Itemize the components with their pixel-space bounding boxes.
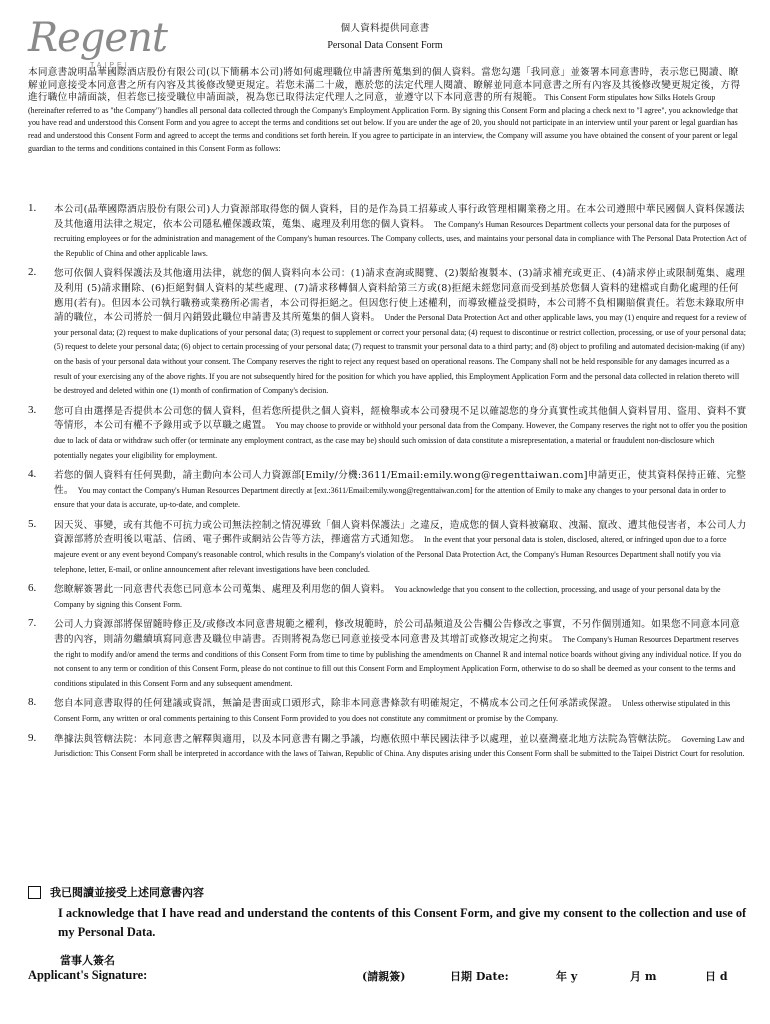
- consent-checkbox[interactable]: [28, 886, 41, 899]
- intro-paragraph: [28, 67, 744, 155]
- clause-text-en: You may contact the Company's Human Resources Department directly at [ext.:3611/Email:emily.wong@regenttaiwan.com] for the attention of Emily to make any changes to your personal data in order to ensure that your data is accurate, up-to-date, and complete.: [54, 485, 726, 510]
- year-label: 年 y: [556, 970, 578, 983]
- clause-text-zh: 您可自由選擇是否提供本公司您的個人資料，但若您所提供之個人資料，經檢舉或本公司發現不足以確認您的身分真實性或其他個人資料冒用、盜用、資料不實等情形，本公司有權不予錄用或予以草職之處置。: [54, 405, 747, 432]
- clause-text-zh: 準據法與管轄法院：本同意書之解釋與適用，以及本同意書有關之爭議，均應依照中華民國法律予以處理，並以臺灣臺北地方法院為管轄法院。: [54, 733, 678, 745]
- date-label: 日期 Date:: [450, 970, 509, 983]
- clause-text-en: The Company's Human Resources Department reserves the right to modify and/or amend the terms and conditions of this Consent Form from time to time by publishing the amendments on Channel R and internal notice boards without giving any individual notice. If you do not consent to any term or condition of this Consent Form, please do not continue to fill out this Consent Form and Employment Application Form, otherwise to do so shall be deemed as your consent to the terms and conditions stipulated in this Consent Form and any subsequent amendment.: [54, 635, 742, 688]
- clause-item: [26, 617, 748, 690]
- clause-text-zh: 您可依個人資料保護法及其他適用法律，就您的個人資料向本公司：(1)請求查詢或閱覽、(2)製給複製本、(3)請求補充或更正、(4)請求停止或限制蒐集、處理及利用 (5)請求刪除、(6)拒絕對個人資料的某些處理、(7)請求移轉個人資料給第三方或(8)拒絕未經您同意而受到基於您個人資料的建檔或自動化處理的任何應用(若有)。但因本公司執行職務或業務所必需者，本公司得拒絕之。但因您行使上述權利，而導致權益受損時，本公司將不負相關賠償責任。若您未錄取所申請的職位，本公司將於一個月內銷毀此職位申請書及其所蒐集的個人資料。: [54, 268, 746, 324]
- clause-item: [26, 266, 748, 397]
- clause-text-en: In the event that your personal data is stolen, disclosed, altered, or infringed upon due to a force majeure event or any event beyond Company's reasonable control, which results in the Company's violation of the Personal Data Protection Act, the Company's Human Resources Department shall notify you via telephone, letter, E-mail, or online announcement after relevant investigations have been concluded.: [54, 535, 727, 574]
- clause-number: 3.: [28, 403, 37, 416]
- acknowledgement-label-en: I acknowledge that I have read and understand the contents of this Consent Form, and give my consent to the collection and use of my Personal Data.: [58, 906, 747, 939]
- clause-number: 2.: [28, 266, 37, 279]
- clause-number: 7.: [28, 617, 37, 630]
- clause-number: 8.: [28, 696, 37, 709]
- clause-item: [26, 404, 748, 462]
- logo-wordmark: Regent: [28, 15, 167, 61]
- clause-number: 6.: [28, 582, 37, 595]
- month-label: 月 m: [630, 970, 657, 983]
- clause-text-en: Under the Personal Data Protection Act and other applicable laws, you may (1) enquire and request for a review of your personal data; (2) request to make duplications of your personal data; (3) request to supplement or correct your personal data; (4) request to discontinue or restrict collection, processing, or use of your personal data; (5) request to delete your personal data; (6) object to certain processing of your personal data; (7) request to transmit your personal data to a third party; and (8) object to profiling and automated decision-making (if any) on the basis of your personal data without your consent. The Company reserves the right to reject any request based on operational reasons. The Company shall not be held responsible for any damages incurred as a result of your exercising any of the above rights. If you are not subsequently hired for the position for which you have applied, this Employment Application Form and the personal data collected in relation thereto will be destroyed and deleted within one (1) month of confirmation of Company's decision.: [54, 313, 747, 396]
- clause-text-zh: 公司人力資源部將保留隨時修正及/或修改本同意書規範之權利，修改規範時，於公司晶頻道及公告欄公告修改之事實，不另作個別通知。如果您不同意本同意書的內容，則請勿繼續填寫同意書及職位申請書。否則將視為您已同意並接受本同意書及其增訂或修改規定之拘束。: [54, 619, 741, 646]
- clause-item: [26, 582, 748, 611]
- logo-subtitle: TAIPEI: [90, 62, 130, 69]
- clause-text-en: Governing Law and Jurisdiction: This Consent Form shall be interpreted in accordance with the laws of Taiwan, Republic of China. Any disputes arising under this Consent Form shall be submitted to the Taipei District Court for resolution.: [54, 734, 745, 759]
- day-label: 日 d: [705, 970, 728, 983]
- clause-text-zh: 若您的個人資料有任何異動，請主動向本公司人力資源部[Emily/分機:3611/Email:emily.wong@regenttaiwan.com]申請更正，使其資料保持正確、完整性。: [54, 470, 747, 496]
- clause-text-zh: 因天災、事變，或有其他不可抗力或公司無法控制之情況導致「個人資料保護法」之違反，造成您的個人資料被竊取、洩漏、竄改、遭其他侵害者，本公司人力資源部將於查明後以電話、信函、電子郵件或網站公告等方法，擇適當方式通知您。: [54, 519, 747, 546]
- acknowledgement-label-zh: 我已閱讀並接受上述同意書內容: [50, 886, 204, 899]
- clause-text-en: The Company's Human Resources Department collects your personal data for the purposes of recruiting employees or for the administration and management of the Company's human resources. The Company collects, uses, and maintains your personal data in compliance with The Personal Data Protection Act of the Republic of China and other applicable laws.: [54, 219, 747, 258]
- page-title-zh: 個人資料提供同意書: [340, 23, 430, 34]
- signature-label-en: Applicant's Signature:: [28, 968, 148, 982]
- clause-text-en: Unless otherwise stipulated in this Consent Form, any written or oral comments pertaining to this Consent Form provided to you does not constitute any commitment or promise by the Company.: [54, 699, 731, 723]
- intro-text-en: This Consent Form stipulates how Silks Hotels Group (hereinafter referred to as "the Company") handles all personal data collected through the Company's Employment Application Form. By signing this Consent Form and placing a check next to "I agree", you acknowledge that you have read and understood this Consent Form and you agree to accept the terms and conditions set out below. If you are under the age of 20, you should not participate in an interview until your parent or legal guardian has read and understood this Consent Form and agreed to accept the terms and conditions set forth herein. If you agree to participate in an interview, the Company will assume you have obtained the consent of your parent or legal guardian to the terms and conditions contained in this Consent Form as follows:: [28, 93, 738, 153]
- clause-item: [26, 732, 748, 761]
- clause-item: [26, 696, 748, 725]
- signature-label-zh: 當事人簽名: [60, 954, 115, 967]
- clause-text-en: You acknowledge that you consent to the collection, processing, and usage of your personal data by the Company by signing this Consent Form.: [54, 585, 721, 609]
- clause-text-zh: 本公司(晶華國際酒店股份有限公司)人力資源部取得您的個人資料，目的是作為員工招募或人事行政管理相關業務之用。在本公司遵照中華民國個人資料保護法及其他適用法律之規定，依本公司隱私權保護政策，蒐集、處理及利用您的個人資料。: [54, 204, 745, 230]
- sign-in-person-note: (請親簽): [362, 970, 406, 983]
- clause-number: 5.: [28, 517, 37, 530]
- intro-text-zh: 本同意書說明晶華國際酒店股份有限公司(以下簡稱本公司)將如何處理職位申請書所蒐集到的個人資料。當您勾選「我同意」並簽署本同意書時，表示您已閱讀、瞭解並同意接受本同意書之所有內容及其後修改變更規定。若您未滿二十歲，應於您的法定代理人閱讀、瞭解並同意本同意書之所有內容及其後修改變更規定後，方得進行職位申請面談，但若您已接受職位申請面談，視為您已取得法定代理人之同意，並遵守以下本同意書的所有規範。: [28, 67, 741, 104]
- clause-number: 1.: [28, 202, 37, 214]
- clause-text-zh: 您自本同意書取得的任何建議或資訊，無論是書面或口頭形式，除非本同意書條款有明確規定，不構成本公司之任何承諾或保證。: [54, 698, 618, 710]
- clause-item: [26, 202, 748, 260]
- clause-text-zh: 您瞭解簽署此一同意書代表您已同意本公司蒐集、處理及利用您的個人資料。: [54, 584, 391, 596]
- clause-number: 9.: [28, 731, 37, 744]
- clause-text-en: You may choose to provide or withhold your personal data from the Company. However, the Company reserves the right not to offer you the position due to lack of data or withdraw such offer (or terminate any employment contract, as the case may be) should such omission of data constitute a misrepresentation, a material or fraudulent non-disclosure which potentially negates your eligibility for employment.: [54, 421, 748, 460]
- page-title-en: Personal Data Consent Form: [327, 40, 443, 51]
- consent-clauses: [26, 202, 748, 767]
- clause-number: 4.: [28, 468, 37, 481]
- clause-item: [26, 518, 748, 576]
- clause-item: [26, 468, 748, 512]
